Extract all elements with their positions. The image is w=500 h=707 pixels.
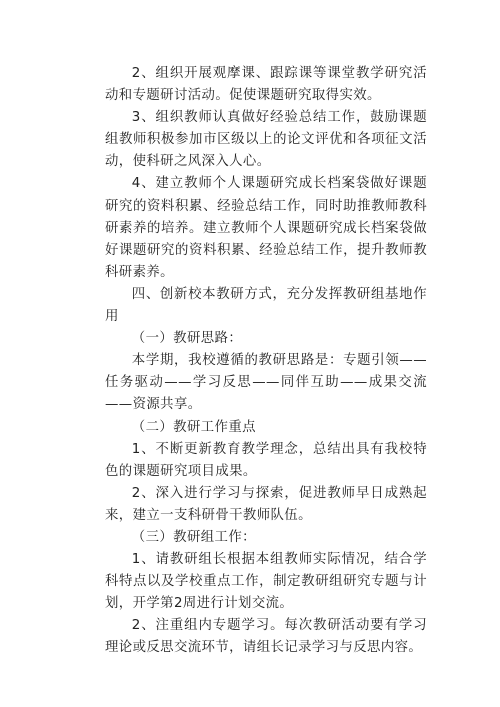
subsection-heading-3: （三）教研组工作： [131,529,256,545]
document-body [105,63,427,660]
paragraph-focus-item-1: 1、不断更新教育教学理念，总结出具有我校特色的课题研究项目成果。 [105,441,427,479]
paragraph-research-approach: 本学期，我校遵循的教研思路是：专题引领——任务驱动——学习反思——同伴互助——成果交流——资源共享。 [105,353,427,413]
subsection-heading-1: （一）教研思路： [131,331,243,347]
paragraph-group-work-item-2: 2、注重组内专题学习。每次教研活动要有学习理论或反思交流环节，请组长记录学习与反思内容。 [105,618,427,656]
paragraph-item-3-experience-summary: 3、组织教师认真做好经验总结工作，鼓励课题组教师积极参加市区级以上的论文评优和各项征文活动，使科研之风深入人心。 [105,110,427,170]
paragraph-item-4-research-portfolio: 4、建立教师个人课题研究成长档案袋做好课题研究的资料积累、经验总结工作，同时助推教师教科研素养的培养。建立教师个人课题研究成长档案袋做好课题研究的资料积累、经验总结工作，提升教师教科研素养。 [105,176,427,280]
paragraph-group-work-item-1: 1、请教研组长根据本组教师实际情况，结合学科特点以及学校重点工作，制定教研组研究专题与计划，开学第2周进行计划交流。 [105,552,427,612]
paragraph-focus-item-2: 2、深入进行学习与探索，促进教师早日成熟起来，建立一支科研骨干教师队伍。 [105,485,427,523]
subsection-heading-2: （二）教研工作重点 [131,419,256,435]
section-heading-4: 四、创新校本教研方式，充分发挥教研组基地作用 [105,286,427,325]
paragraph-item-2-observation-lessons: 2、组织开展观摩课、跟踪课等课堂教学研究活动和专题研讨活动。促使课题研究取得实效。 [105,66,427,104]
